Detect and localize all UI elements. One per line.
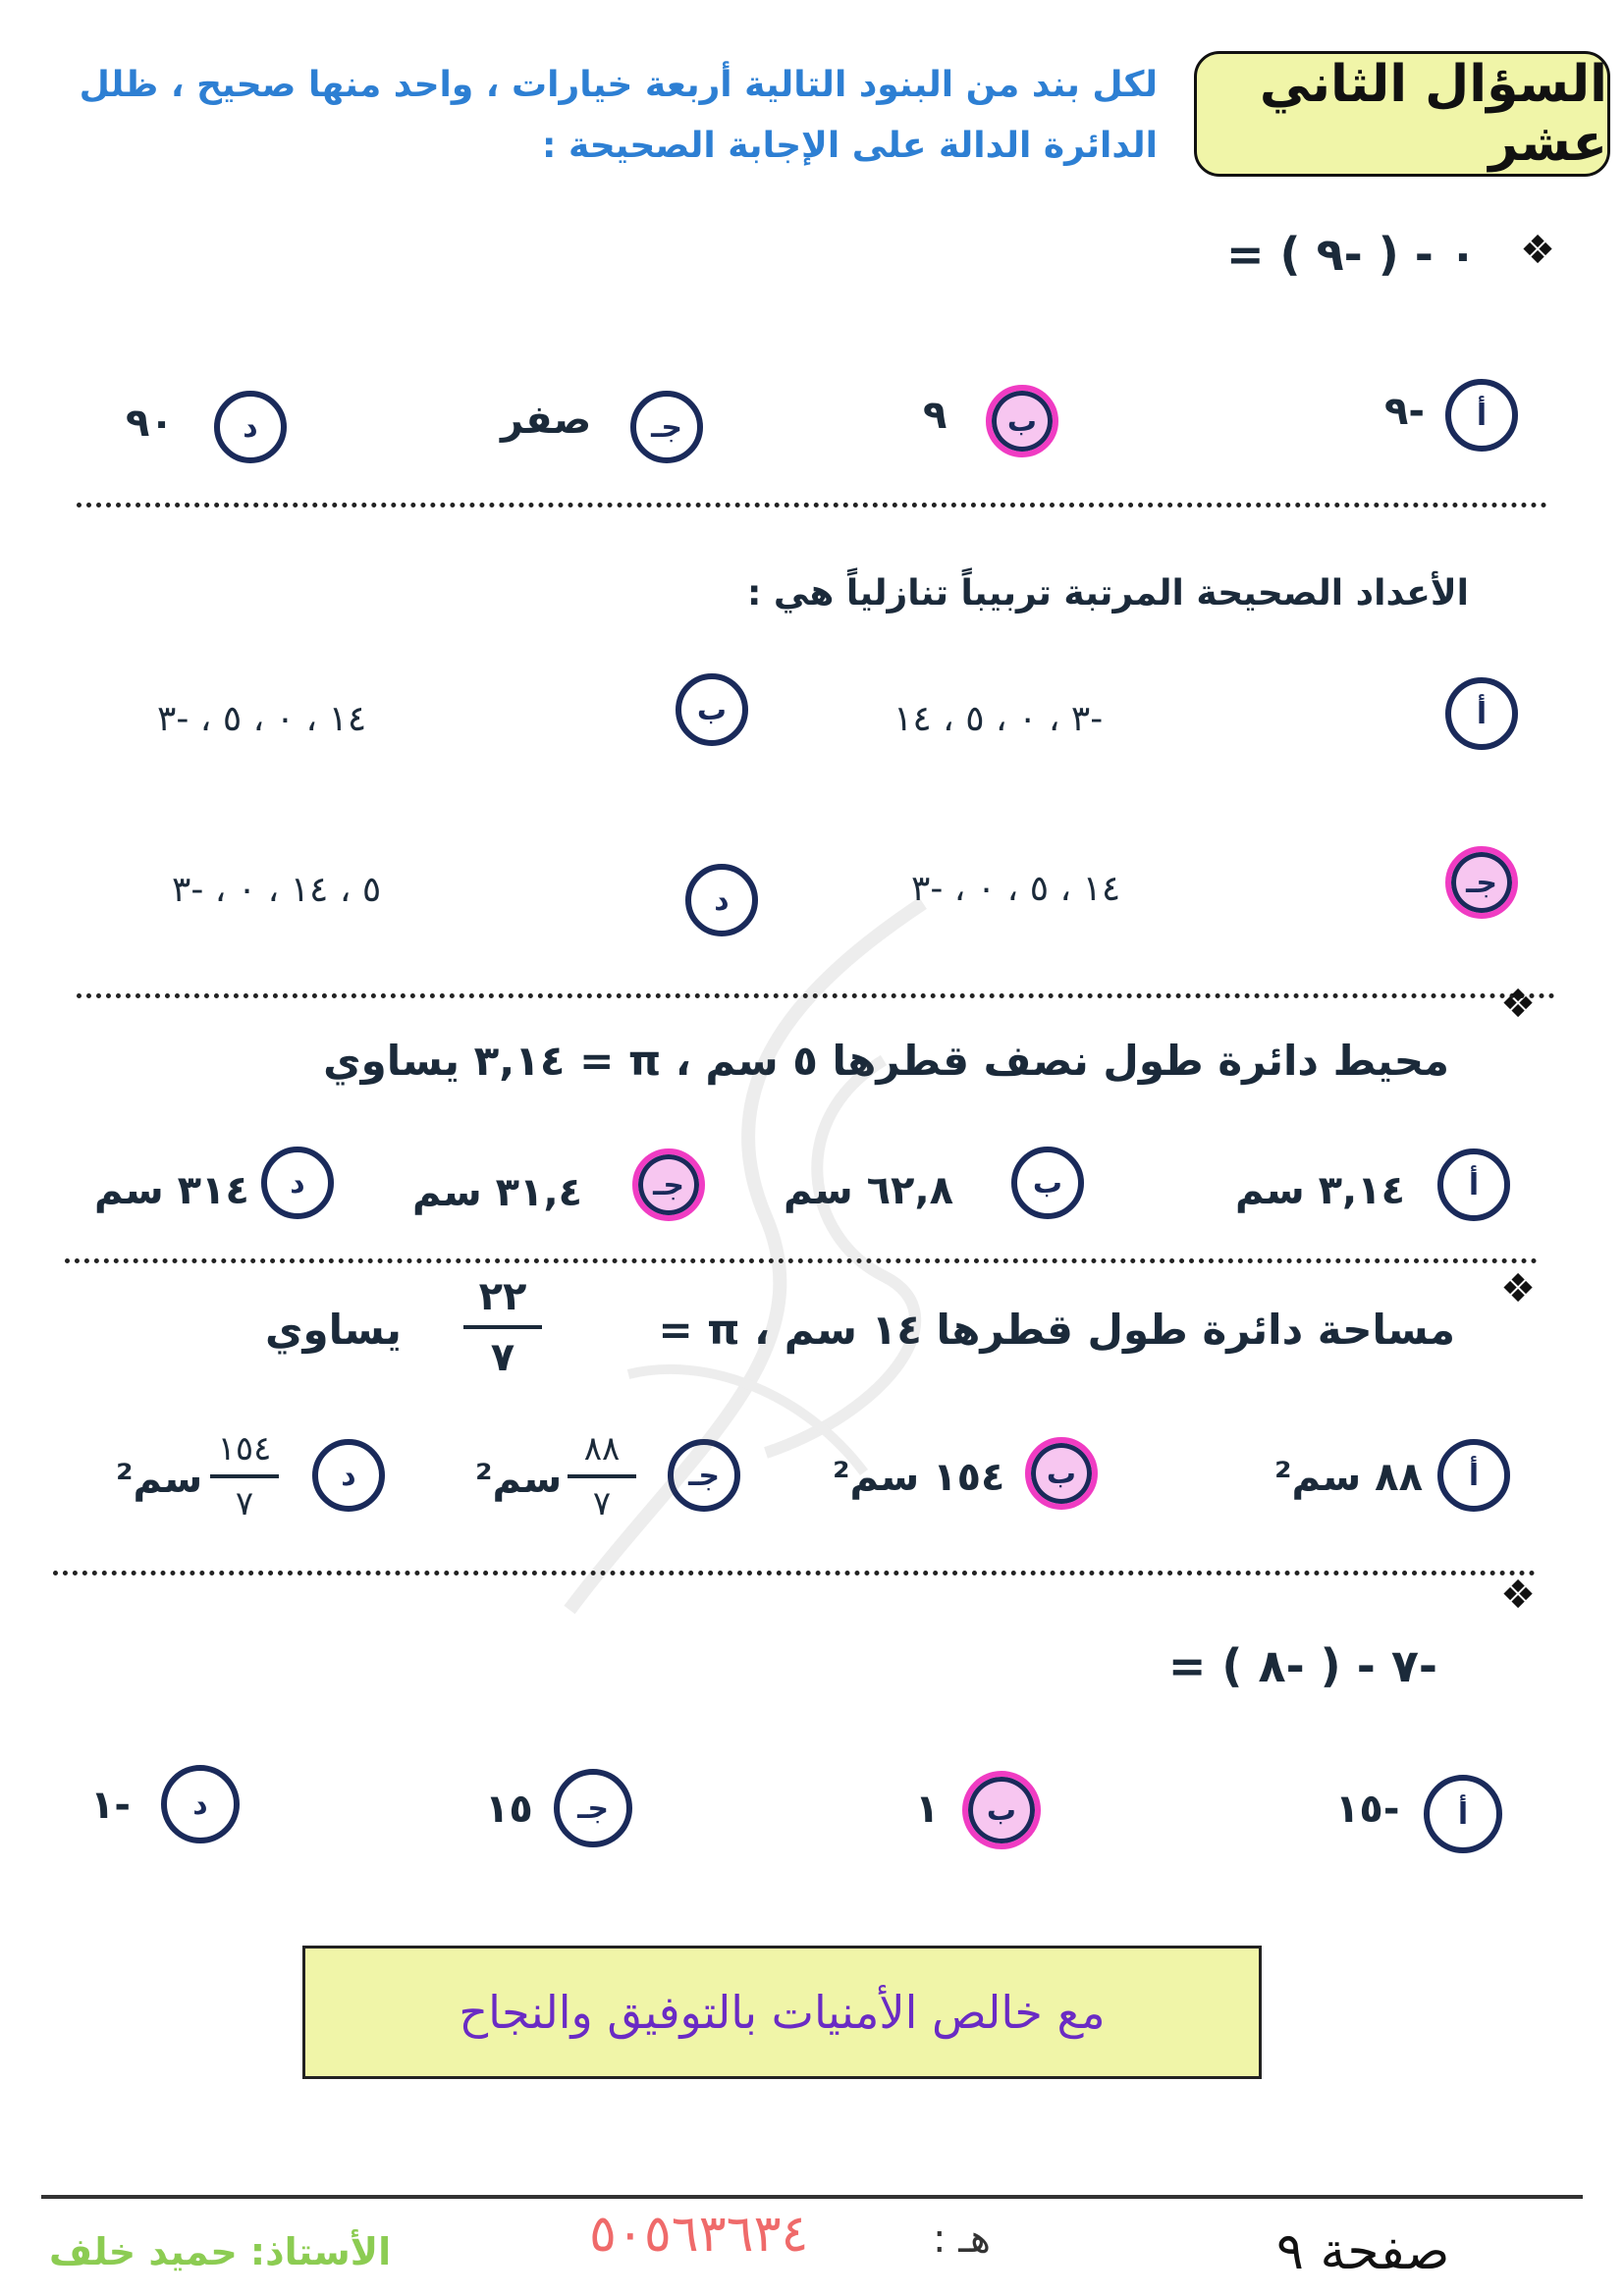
question-title: السؤال الثاني عشر bbox=[1194, 51, 1610, 177]
q5-option-a[interactable]: أ bbox=[1424, 1775, 1502, 1853]
q4-value-c-fraction bbox=[568, 1429, 636, 1523]
q3-option-d[interactable]: د bbox=[261, 1147, 334, 1219]
diamond-bullet-icon: ❖ bbox=[1500, 1573, 1536, 1618]
q5-value-d: -١ bbox=[90, 1783, 132, 1828]
q1-option-b[interactable]: ب bbox=[986, 385, 1058, 457]
fraction-numerator: ٨٨ bbox=[583, 1429, 621, 1468]
q2-option-d[interactable]: د bbox=[685, 864, 758, 936]
q4-pi-fraction bbox=[463, 1274, 542, 1380]
divider bbox=[65, 1258, 1538, 1263]
q4-option-d[interactable]: د bbox=[312, 1439, 385, 1512]
q1-value-a: -٩ bbox=[1384, 389, 1426, 434]
fraction-bar bbox=[568, 1474, 636, 1478]
fraction-numerator: ٢٢ bbox=[478, 1274, 527, 1319]
q4-value-c-unit: سم² bbox=[475, 1457, 563, 1502]
instructions-line1: لكل بند من البنود التالية أربعة خيارات ، واحد منها صحيح ، ظلل bbox=[79, 65, 1158, 105]
wish-message: مع خالص الأمنيات بالتوفيق والنجاح bbox=[302, 1946, 1262, 2079]
q2-option-b[interactable]: ب bbox=[676, 673, 748, 746]
diamond-bullet-icon: ❖ bbox=[1500, 982, 1536, 1027]
divider bbox=[53, 1571, 1536, 1575]
fraction-denominator: ٧ bbox=[490, 1335, 515, 1380]
instructions-line2: الدائرة الدالة على الإجابة الصحيحة : bbox=[542, 126, 1158, 166]
q1-option-c[interactable]: جـ bbox=[630, 391, 703, 463]
q1-value-b: ٩ bbox=[923, 393, 947, 438]
q3-value-a: ٣,١٤ سم bbox=[1235, 1168, 1406, 1213]
q5-value-b: ١ bbox=[915, 1787, 940, 1832]
q4-option-c[interactable]: جـ bbox=[668, 1439, 740, 1512]
q4-value-d-fraction bbox=[210, 1429, 279, 1523]
q5-option-d[interactable]: د bbox=[161, 1765, 240, 1843]
fraction-bar bbox=[463, 1325, 542, 1329]
q2-value-d: ٥ ، ١٤ ، ٠ ، -٣ bbox=[172, 870, 382, 910]
q4-option-a[interactable]: أ bbox=[1437, 1439, 1510, 1512]
signature-watermark-icon bbox=[511, 864, 1021, 1669]
fraction-bar bbox=[210, 1474, 279, 1478]
q1-value-d: ٩٠ bbox=[126, 400, 174, 446]
q4-option-b[interactable]: ب bbox=[1025, 1437, 1098, 1510]
q2-value-b: ١٤ ، ٠ ، ٥ ، -٣ bbox=[157, 699, 367, 739]
q3-option-a[interactable]: أ bbox=[1437, 1148, 1510, 1221]
page-number: صفحة ٩ bbox=[1276, 2222, 1450, 2281]
q1-text: ٠ - ( -٩ ) = bbox=[1225, 228, 1477, 281]
instructions bbox=[19, 55, 1158, 177]
q3-value-c: ٣١,٤ سم bbox=[412, 1170, 583, 1215]
fraction-numerator: ١٥٤ bbox=[217, 1429, 272, 1468]
q2-text: الأعداد الصحيحة المرتبة تربيباً تنازلياً هي : bbox=[746, 573, 1469, 614]
q4-text-part1: مساحة دائرة طول قطرها ١٤ سم ، π = bbox=[658, 1306, 1455, 1354]
q4-value-d-unit: سم² bbox=[116, 1457, 203, 1502]
q1-value-c: صفر bbox=[501, 398, 592, 443]
q4-value-b: ١٥٤ سم² bbox=[833, 1455, 1005, 1500]
q3-value-b: ٦٢,٨ سم bbox=[784, 1168, 954, 1213]
diamond-bullet-icon: ❖ bbox=[1500, 1266, 1536, 1311]
q5-text: -٧ - ( -٨ ) = bbox=[1167, 1639, 1437, 1692]
q2-option-a[interactable]: أ bbox=[1445, 677, 1518, 750]
q5-value-a: -١٥ bbox=[1335, 1787, 1400, 1832]
diamond-bullet-icon: ❖ bbox=[1520, 228, 1555, 273]
q3-option-c[interactable]: جـ bbox=[632, 1148, 705, 1221]
q5-value-c: ١٥ bbox=[485, 1787, 533, 1832]
q4-value-a: ٨٨ سم² bbox=[1274, 1455, 1423, 1500]
q3-option-b[interactable]: ب bbox=[1011, 1147, 1084, 1219]
divider bbox=[77, 993, 1555, 998]
teacher-name: الأستاذ: حميد خلف bbox=[49, 2230, 392, 2273]
q2-option-c[interactable]: جـ bbox=[1445, 846, 1518, 919]
phone-number: ٥٠٥٦٣٦٣٤ bbox=[589, 2205, 809, 2264]
q1-option-a[interactable]: أ bbox=[1445, 379, 1518, 452]
divider bbox=[77, 503, 1547, 507]
q1-option-d[interactable]: د bbox=[214, 391, 287, 463]
fraction-denominator: ٧ bbox=[235, 1484, 254, 1523]
q5-option-c[interactable]: جـ bbox=[554, 1769, 632, 1847]
q2-value-a: -٣ ، ٠ ، ٥ ، ١٤ bbox=[893, 699, 1104, 739]
fraction-denominator: ٧ bbox=[592, 1484, 612, 1523]
q3-text: محيط دائرة طول نصف قطرها ٥ سم ، π = ٣,١٤ يساوي bbox=[323, 1037, 1449, 1085]
phone-label: هـ : bbox=[933, 2216, 992, 2262]
footer-divider bbox=[41, 2195, 1583, 2199]
q4-text-part2: يساوي bbox=[265, 1306, 402, 1354]
q5-option-b[interactable]: ب bbox=[962, 1771, 1041, 1849]
q3-value-d: ٣١٤ سم bbox=[94, 1168, 249, 1213]
q2-value-c: ١٤ ، ٥ ، ٠ ، -٣ bbox=[911, 869, 1121, 909]
